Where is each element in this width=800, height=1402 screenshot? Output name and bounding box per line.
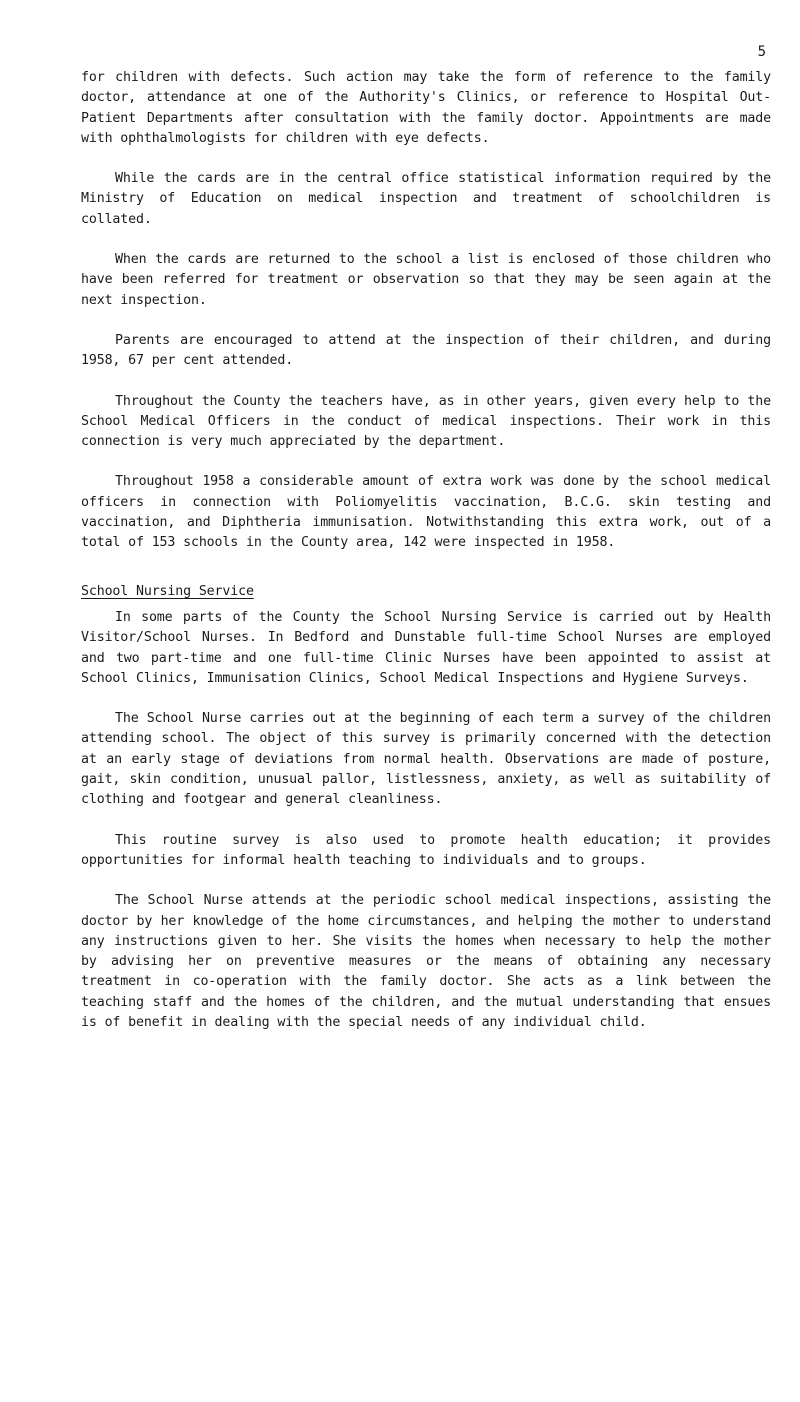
page-body xyxy=(81,68,771,1053)
page-number: 5 xyxy=(757,44,766,60)
paragraph-statistical-information: While the cards are in the central office statistical information required by the Ministry of Education on medical inspection and treatment of schoolchildren is collated. xyxy=(81,171,771,227)
paragraph-parents-attendance: Parents are encouraged to attend at the inspection of their children, and during 1958, 67 per cent attended. xyxy=(81,332,771,369)
paragraph-teachers-help: Throughout the County the teachers have, as in other years, given every help to the School Medical Officers in the conduct of medical inspections. Their work in this connection is very much appreciated by the department. xyxy=(81,393,771,450)
paragraph-nurse-duties: The School Nurse attends at the periodic school medical inspections, assisting the doctor by her knowledge of the home circumstances, and helping the mother to understand any instructions given to her. She visits the homes when necessary to help the mother by advising her on preventive measures or the means of obtaining any necessary treatment in co-operation with the family doctor. She acts as a link between the teaching staff and the homes of the children, and the mutual understanding that ensues is of benefit in dealing with the special needs of any individual child. xyxy=(81,893,771,1030)
paragraph-continuation: for children with defects. Such action may take the form of reference to the family doctor, attendance at one of the Authority's Clinics, or reference to Hospital Out-Patient Departments after consultation with the family doctor. Appointments are made with ophthalmologists for children with eye defects. xyxy=(81,70,771,146)
paragraph-term-survey: The School Nurse carries out at the beginning of each term a survey of the children attending school. The object of this survey is primarily concerned with the detection at an early stage of deviations from normal health. Observations are made of posture, gait, skin condition, unusual pallor, listlessness, anxiety, as well as suitability of clothing and footgear and general cleanliness. xyxy=(81,711,771,808)
paragraph-nursing-service: In some parts of the County the School Nursing Service is carried out by Health Visitor/School Nurses. In Bedford and Dunstable full-time School Nurses are employed and two part-time and one full-time Clinic Nurses have been appointed to assist at School Clinics, Immunisation Clinics, School Medical Inspections and Hygiene Surveys. xyxy=(81,609,771,686)
paragraph-cards-returned: When the cards are returned to the school a list is enclosed of those children who have been referred for treatment or observation so that they may be seen again at the next inspection. xyxy=(81,252,771,308)
paragraph-extra-work: Throughout 1958 a considerable amount of extra work was done by the school medical officers in connection with Poliomyelitis vaccination, B.C.G. skin testing and vaccination, and Diphtheria immunisation. Notwithstanding this extra work, out of a total of 153 schools in the County area, 142 were inspected in 1958. xyxy=(81,474,771,551)
paragraph-health-education: This routine survey is also used to promote health education; it provides opportunities for informal health teaching to individuals and to groups. xyxy=(81,832,771,868)
section-heading: School Nursing Service xyxy=(81,583,254,599)
